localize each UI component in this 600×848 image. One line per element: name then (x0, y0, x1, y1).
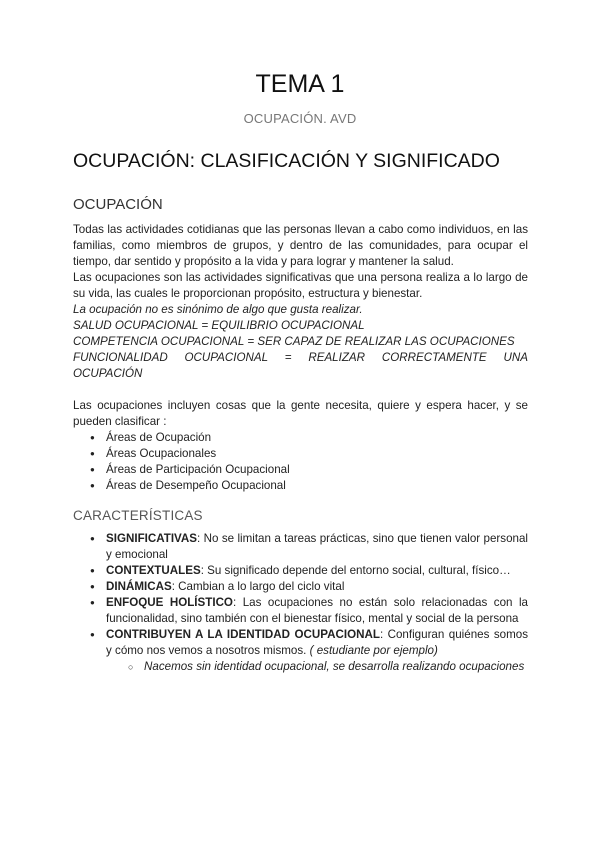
document-body (73, 222, 528, 675)
list-item (106, 579, 528, 595)
page-subtitle: OCUPACIÓN. AVD (243, 111, 357, 126)
sub-list (106, 659, 528, 675)
term-text: : No se limitan a tareas prácticas, sino que tienen valor personal y emocional (106, 532, 528, 561)
term-label: ENFOQUE HOLÍSTICO (106, 596, 233, 609)
term-text: : Cambian a lo largo del ciclo vital (171, 580, 345, 593)
term-text: : Su significado depende del entorno social, cultural, físico… (200, 564, 511, 577)
term-text: : Las ocupaciones no están solo relacionadas con la funcionalidad, sino también con el bienestar físico, mental y social de la persona (106, 596, 529, 625)
note-salud-ocupacional: SALUD OCUPACIONAL = EQUILIBRIO OCUPACIONAL (73, 319, 365, 332)
paragraph-definition: Todas las actividades cotidianas que las personas llevan a cabo como individuos, en las familias, como miembros de grupos, y dentro de las comunidades, para ocupar el tiempo, dar sentido y propósito a la vida y para lograr y mantener la salud. (73, 223, 528, 268)
paragraph-meaning: Las ocupaciones son las actividades significativas que una persona realiza a lo largo de su vida, las cuales le proporcionan propósito, estructura y bienestar. (73, 271, 528, 300)
page-title: TEMA 1 (255, 70, 345, 98)
term-label: SIGNIFICATIVAS (106, 532, 198, 545)
note-funcionalidad-ocupacional: FUNCIONALIDAD OCUPACIONAL = REALIZAR CORRECTAMENTE UNA OCUPACIÓN (73, 351, 528, 380)
list-item (106, 627, 528, 675)
list-item (106, 595, 528, 627)
term-label: CONTRIBUYEN A LA IDENTIDAD OCUPACIONAL (106, 628, 380, 641)
sub-list-item: ○ Nacemos sin identidad ocupacional, se desarrolla realizando ocupaciones (144, 659, 528, 675)
paragraph-classification: Las ocupaciones incluyen cosas que la gente necesita, quiere y espera hacer, y se pueden clasificar : (73, 399, 528, 428)
list-item (106, 531, 528, 563)
list-item (106, 563, 528, 579)
list-item: ● Áreas Ocupacionales (106, 446, 528, 462)
term-example: ( estudiante por ejemplo) (306, 644, 438, 657)
note-competencia-ocupacional: COMPETENCIA OCUPACIONAL = SER CAPAZ DE REALIZAR LAS OCUPACIONES (73, 335, 515, 348)
characteristics-heading: CARACTERÍSTICAS (73, 508, 203, 523)
spacer (73, 382, 528, 398)
list-item: ● Áreas de Desempeño Ocupacional (106, 478, 528, 494)
term-label: DINÁMICAS (106, 580, 172, 593)
characteristics-list (73, 531, 528, 675)
term-label: CONTEXTUALES (106, 564, 201, 577)
note-not-synonym: La ocupación no es sinónimo de algo que gusta realizar. (73, 303, 363, 316)
list-item: ● Áreas de Ocupación (106, 430, 528, 446)
section-heading: OCUPACIÓN: CLASIFICACIÓN Y SIGNIFICADO (73, 150, 500, 172)
section-subheading: OCUPACIÓN (73, 196, 163, 213)
list-item: ● Áreas de Participación Ocupacional (106, 462, 528, 478)
term-text: : Configuran quiénes somos y cómo nos vemos a nosotros mismos. (106, 628, 528, 657)
classification-list (73, 430, 528, 494)
